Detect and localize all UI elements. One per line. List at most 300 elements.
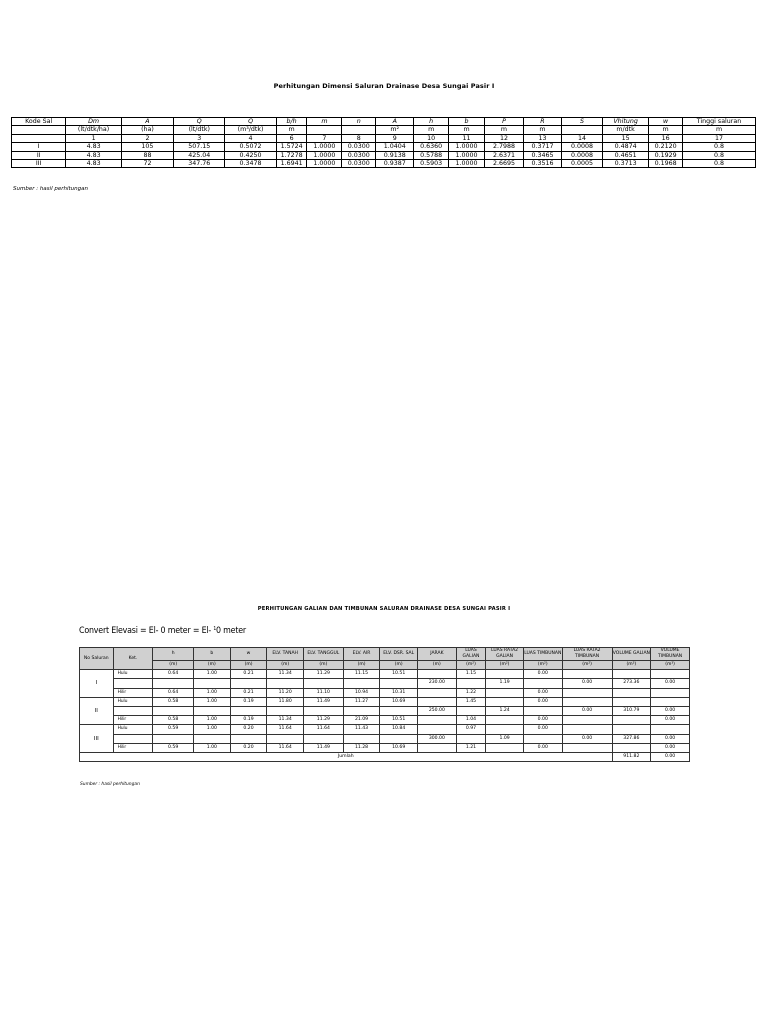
header-cell: VOLUME GALIAN: [612, 648, 651, 661]
table-cell: 11.29: [304, 716, 344, 725]
table-cell: [380, 679, 418, 688]
header-cell: A: [121, 118, 173, 126]
total-volume-galian: 911.82: [612, 753, 651, 762]
unit-cell: m: [414, 126, 449, 134]
table-cell: 0.58: [153, 716, 194, 725]
table-cell: 0.00: [651, 716, 690, 725]
table-cell: 0.00: [562, 707, 612, 716]
table-cell: 1.15: [456, 670, 486, 679]
table-cell: 1.21: [456, 743, 486, 752]
unit-cell: (m): [304, 660, 344, 670]
table-cell: [562, 716, 612, 725]
table-row: [80, 734, 690, 743]
table-cell: [113, 707, 153, 716]
table-cell: 1.19: [486, 679, 524, 688]
table-cell: [562, 725, 612, 734]
table-cell: 1.0000: [307, 151, 342, 159]
table-row: [80, 670, 690, 679]
table-cell: 0.59: [153, 743, 194, 752]
table-cell: 0.1968: [649, 160, 683, 168]
unit-cell: m²: [376, 126, 414, 134]
table-cell: 1.00: [194, 743, 231, 752]
unit-cell: [561, 126, 602, 134]
table-cell: [343, 734, 380, 743]
number-cell: 10: [414, 134, 449, 142]
table-cell: 0.00: [651, 734, 690, 743]
header-cell: JARAK: [418, 648, 457, 661]
table-cell: 327.86: [612, 734, 651, 743]
table-cell: 0.5072: [225, 143, 276, 151]
table-cell: 0.00: [523, 743, 562, 752]
table-cell: [230, 707, 267, 716]
unit-cell: (m³): [651, 660, 690, 670]
header-cell: LUAS TIMBUNAN: [523, 648, 562, 661]
convert-tail: 0 meter: [216, 626, 246, 636]
source-note-1: Sumber : hasil perhitungan: [13, 186, 88, 192]
unit-cell: m/dtk: [603, 126, 649, 134]
table-cell: 0.8: [683, 151, 756, 159]
unit-cell: (m): [153, 660, 194, 670]
table-cell: [562, 670, 612, 679]
table-cell: 72: [121, 160, 173, 168]
unit-cell: (m³): [612, 660, 651, 670]
number-cell: 15: [603, 134, 649, 142]
unit-cell: m: [276, 126, 307, 134]
table-cell: [418, 670, 457, 679]
header-cell: LUAS GALIAN: [456, 648, 486, 661]
table-row: [12, 151, 756, 159]
table-cell: [230, 734, 267, 743]
unit-cell: m: [449, 126, 485, 134]
header-cell: Vhitung: [603, 118, 649, 126]
table-row: [80, 679, 690, 688]
table-row: [12, 160, 756, 168]
table-cell: 0.3478: [225, 160, 276, 168]
header-cell: b: [194, 648, 231, 661]
table-cell: 10.84: [380, 725, 418, 734]
table-cell: [380, 707, 418, 716]
header-cell: ELV. TANGGUL: [304, 648, 344, 661]
unit-row: [12, 126, 756, 134]
table-cell: [651, 697, 690, 706]
table-cell: 273.36: [612, 679, 651, 688]
table-cell: 0.19: [230, 697, 267, 706]
table-cell: 0.00: [523, 688, 562, 697]
table-cell: 250.00: [418, 707, 457, 716]
table-cell: 0.5903: [414, 160, 449, 168]
table-cell: III: [12, 160, 66, 168]
table-cell: 1.00: [194, 697, 231, 706]
table-cell: [153, 679, 194, 688]
unit-cell: (m): [380, 660, 418, 670]
table-cell: 4.83: [66, 160, 121, 168]
table-cell: 425.04: [174, 151, 225, 159]
table-cell: 0.21: [230, 688, 267, 697]
total-volume-timbunan: 0.00: [651, 753, 690, 762]
table-cell: 10.94: [343, 688, 380, 697]
table-cell: 0.5788: [414, 151, 449, 159]
table-cell: 0.4651: [603, 151, 649, 159]
table-cell: 11.49: [304, 697, 344, 706]
number-cell: 8: [342, 134, 376, 142]
table-cell: [153, 734, 194, 743]
page-title-galian: PERHITUNGAN GALIAN DAN TIMBUNAN SALURAN DRAINASE DESA SUNGAI PASIR I: [257, 606, 511, 612]
header-cell: w: [230, 648, 267, 661]
unit-cell: m: [683, 126, 756, 134]
table-cell: 0.64: [153, 688, 194, 697]
header-cell: R: [523, 118, 561, 126]
table-cell: [612, 716, 651, 725]
unit-cell: m: [485, 126, 524, 134]
convert-sup: 1: [213, 626, 217, 632]
number-cell: 17: [683, 134, 756, 142]
table-cell: [304, 707, 344, 716]
header-cell: w: [649, 118, 683, 126]
table-cell: [486, 725, 524, 734]
table-cell: 1.09: [486, 734, 524, 743]
table-cell: 1.00: [194, 725, 231, 734]
table-cell: [456, 707, 486, 716]
table-cell: 0.20: [230, 743, 267, 752]
table-cell: 0.00: [562, 734, 612, 743]
table-cell: 0.9387: [376, 160, 414, 168]
table-cell: 1.24: [486, 707, 524, 716]
table-cell: 0.3713: [603, 160, 649, 168]
table-cell: [380, 734, 418, 743]
saluran-no: I: [80, 670, 114, 698]
table-cell: [418, 743, 457, 752]
table-cell: [194, 707, 231, 716]
table-cell: Hilir: [113, 688, 153, 697]
table-cell: 11.28: [343, 743, 380, 752]
number-cell: 1: [66, 134, 121, 142]
table-cell: [562, 688, 612, 697]
header-cell: ELV. DSR. SAL: [380, 648, 418, 661]
table-cell: 1.6941: [276, 160, 307, 168]
table-cell: [651, 670, 690, 679]
table-cell: 0.4250: [225, 151, 276, 159]
number-cell: 11: [449, 134, 485, 142]
table-cell: II: [12, 151, 66, 159]
table-cell: 0.0300: [342, 143, 376, 151]
unit-cell: (m²): [562, 660, 612, 670]
table-cell: 0.6360: [414, 143, 449, 151]
table-cell: Hulu: [113, 697, 153, 706]
table-row: [80, 697, 690, 706]
table-cell: 11.15: [343, 670, 380, 679]
table-cell: 0.58: [153, 697, 194, 706]
unit-cell: [342, 126, 376, 134]
header-cell: n: [342, 118, 376, 126]
unit-cell: (ha): [121, 126, 173, 134]
total-row: [80, 753, 690, 762]
table-cell: [343, 679, 380, 688]
table-row: [80, 725, 690, 734]
unit-cell: (lt/dtk/ha): [66, 126, 121, 134]
header-cell: No Saluran: [80, 648, 114, 670]
table-cell: 0.1929: [649, 151, 683, 159]
table-cell: [486, 688, 524, 697]
table-cell: 1.00: [194, 688, 231, 697]
table-cell: [194, 679, 231, 688]
unit-row: [80, 660, 690, 670]
header-cell: h: [414, 118, 449, 126]
table-cell: 0.4874: [603, 143, 649, 151]
unit-cell: (m): [343, 660, 380, 670]
table-cell: [486, 670, 524, 679]
header-cell: Q: [225, 118, 276, 126]
number-cell: 14: [561, 134, 602, 142]
table-cell: 0.8: [683, 143, 756, 151]
convert-elevation-note: [79, 626, 246, 636]
table-cell: [486, 716, 524, 725]
table-cell: 88: [121, 151, 173, 159]
table-cell: Hulu: [113, 725, 153, 734]
table-cell: 0.8: [683, 160, 756, 168]
table-cell: 0.00: [651, 707, 690, 716]
saluran-no: III: [80, 725, 114, 753]
number-cell: 6: [276, 134, 307, 142]
table-cell: [153, 707, 194, 716]
table-cell: 0.0008: [561, 151, 602, 159]
table-cell: 300.00: [418, 734, 457, 743]
table-cell: [612, 725, 651, 734]
header-cell: ELV. AIR: [343, 648, 380, 661]
table-cell: [304, 679, 344, 688]
header-cell: A: [376, 118, 414, 126]
table-cell: 2.6695: [485, 160, 524, 168]
table-cell: 1.0000: [449, 160, 485, 168]
header-cell: S: [561, 118, 602, 126]
table-cell: 0.3717: [523, 143, 561, 151]
number-cell: 2: [121, 134, 173, 142]
table-cell: 0.59: [153, 725, 194, 734]
table-cell: 1.5724: [276, 143, 307, 151]
table-cell: [612, 688, 651, 697]
table-cell: [651, 688, 690, 697]
table-cell: 11.64: [267, 725, 304, 734]
table-cell: 11.64: [267, 743, 304, 752]
table-cell: 1.0404: [376, 143, 414, 151]
table-cell: 4.83: [66, 143, 121, 151]
table-cell: [612, 743, 651, 752]
table-cell: [651, 725, 690, 734]
table-cell: I: [12, 143, 66, 151]
table-cell: 0.0008: [561, 143, 602, 151]
table-cell: 0.0300: [342, 160, 376, 168]
table-cell: 0.00: [523, 716, 562, 725]
header-cell: VOLUME TIMBUNAN: [651, 648, 690, 661]
header-cell: Ket.: [113, 648, 153, 670]
table-cell: 0.0300: [342, 151, 376, 159]
table-cell: 0.21: [230, 670, 267, 679]
table-cell: 0.00: [523, 725, 562, 734]
table-cell: 11.34: [267, 670, 304, 679]
table-cell: [418, 697, 457, 706]
unit-cell: (m³/dtk): [225, 126, 276, 134]
table-cell: [194, 734, 231, 743]
table-cell: 0.00: [562, 679, 612, 688]
number-cell: 13: [523, 134, 561, 142]
table-cell: [562, 743, 612, 752]
table-cell: 2.7988: [485, 143, 524, 151]
unit-cell: m: [523, 126, 561, 134]
table-cell: 1.45: [456, 697, 486, 706]
table-cell: 0.20: [230, 725, 267, 734]
unit-cell: (m²): [523, 660, 562, 670]
unit-cell: (m): [230, 660, 267, 670]
table-cell: 347.76: [174, 160, 225, 168]
header-cell: b/h: [276, 118, 307, 126]
table-cell: [113, 734, 153, 743]
table-cell: 0.97: [456, 725, 486, 734]
table-cell: [486, 697, 524, 706]
unit-cell: (m²): [486, 660, 524, 670]
unit-cell: (m): [267, 660, 304, 670]
table-cell: 10.51: [380, 716, 418, 725]
number-cell: 3: [174, 134, 225, 142]
table-cell: 11.80: [267, 697, 304, 706]
table-cell: [267, 707, 304, 716]
table-cell: 507.15: [174, 143, 225, 151]
table-cell: 11.43: [343, 725, 380, 734]
header-cell: LUAS RATA2 GALIAN: [486, 648, 524, 661]
galian-timbunan-table: [79, 647, 690, 762]
table-cell: [523, 734, 562, 743]
table-cell: 0.64: [153, 670, 194, 679]
saluran-no: II: [80, 697, 114, 725]
unit-cell: (m²): [456, 660, 486, 670]
table-cell: 11.49: [304, 743, 344, 752]
table-cell: 0.00: [523, 697, 562, 706]
table-cell: [267, 734, 304, 743]
table-cell: 1.00: [194, 716, 231, 725]
table-cell: 0.00: [523, 670, 562, 679]
header-row: [80, 648, 690, 661]
table-cell: 1.0000: [307, 160, 342, 168]
table-cell: Hulu: [113, 670, 153, 679]
table-cell: 0.9138: [376, 151, 414, 159]
table-row: [12, 143, 756, 151]
convert-main: Convert Elevasi = El- 0 meter = El-: [79, 626, 214, 636]
number-cell: 4: [225, 134, 276, 142]
table-cell: 10.31: [380, 688, 418, 697]
table-cell: 0.0005: [561, 160, 602, 168]
table-cell: 10.51: [380, 670, 418, 679]
table-cell: 0.2120: [649, 143, 683, 151]
table-cell: [418, 725, 457, 734]
table-cell: [113, 679, 153, 688]
table-cell: [418, 688, 457, 697]
header-cell: LUAS RATA2 TIMBUNAN: [562, 648, 612, 661]
table-cell: 0.19: [230, 716, 267, 725]
table-cell: Hilir: [113, 743, 153, 752]
number-cell: 9: [376, 134, 414, 142]
page-title-dimensi: Perhitungan Dimensi Saluran Drainase Desa Sungai Pasir I: [273, 82, 495, 90]
source-note-2: Sumber : hasil perhitungan: [80, 782, 140, 787]
table-cell: [486, 743, 524, 752]
table-cell: 11.20: [267, 688, 304, 697]
header-cell: Dm: [66, 118, 121, 126]
table-cell: 105: [121, 143, 173, 151]
unit-cell: [12, 126, 66, 134]
table-cell: [230, 679, 267, 688]
table-cell: [612, 670, 651, 679]
table-row: [80, 688, 690, 697]
header-cell: P: [485, 118, 524, 126]
table-row: [80, 716, 690, 725]
table-cell: [343, 707, 380, 716]
table-cell: 310.79: [612, 707, 651, 716]
table-cell: [523, 707, 562, 716]
table-cell: 0.3516: [523, 160, 561, 168]
header-cell: Q: [174, 118, 225, 126]
number-row: [12, 134, 756, 142]
header-cell: h: [153, 648, 194, 661]
table-cell: 1.0000: [449, 151, 485, 159]
table-cell: [418, 716, 457, 725]
number-cell: 12: [485, 134, 524, 142]
table-cell: 1.0000: [449, 143, 485, 151]
table-cell: 1.22: [456, 688, 486, 697]
unit-cell: (m): [194, 660, 231, 670]
header-cell: b: [449, 118, 485, 126]
table-cell: 230.00: [418, 679, 457, 688]
total-label: Jumlah: [80, 753, 613, 762]
table-cell: 1.7278: [276, 151, 307, 159]
table-cell: 21.09: [343, 716, 380, 725]
number-cell: [12, 134, 66, 142]
table-cell: 2.6371: [485, 151, 524, 159]
table-cell: 1.04: [456, 716, 486, 725]
table-cell: 4.83: [66, 151, 121, 159]
table-cell: 1.00: [194, 670, 231, 679]
table-row: [80, 743, 690, 752]
table-cell: [304, 734, 344, 743]
table-cell: 10.69: [380, 697, 418, 706]
header-cell: m: [307, 118, 342, 126]
dimension-table: [11, 117, 756, 168]
header-cell: Tinggi saluran: [683, 118, 756, 126]
table-cell: 11.34: [267, 716, 304, 725]
table-cell: 11.27: [343, 697, 380, 706]
table-cell: [612, 697, 651, 706]
table-cell: [562, 697, 612, 706]
table-cell: 0.3465: [523, 151, 561, 159]
unit-cell: m: [649, 126, 683, 134]
table-cell: 1.0000: [307, 143, 342, 151]
table-cell: [456, 734, 486, 743]
unit-cell: (m): [418, 660, 457, 670]
number-cell: 16: [649, 134, 683, 142]
table-cell: 11.29: [304, 670, 344, 679]
table-cell: 10.69: [380, 743, 418, 752]
unit-cell: (lt/dtk): [174, 126, 225, 134]
table-cell: [267, 679, 304, 688]
header-row: [12, 118, 756, 126]
number-cell: 7: [307, 134, 342, 142]
table-cell: Hilir: [113, 716, 153, 725]
table-cell: 0.00: [651, 679, 690, 688]
unit-cell: [307, 126, 342, 134]
table-cell: 0.00: [651, 743, 690, 752]
table-cell: [523, 679, 562, 688]
table-row: [80, 707, 690, 716]
table-cell: 11.64: [304, 725, 344, 734]
table-cell: [456, 679, 486, 688]
table-cell: 11.10: [304, 688, 344, 697]
header-cell: Kode Sal: [12, 118, 66, 126]
